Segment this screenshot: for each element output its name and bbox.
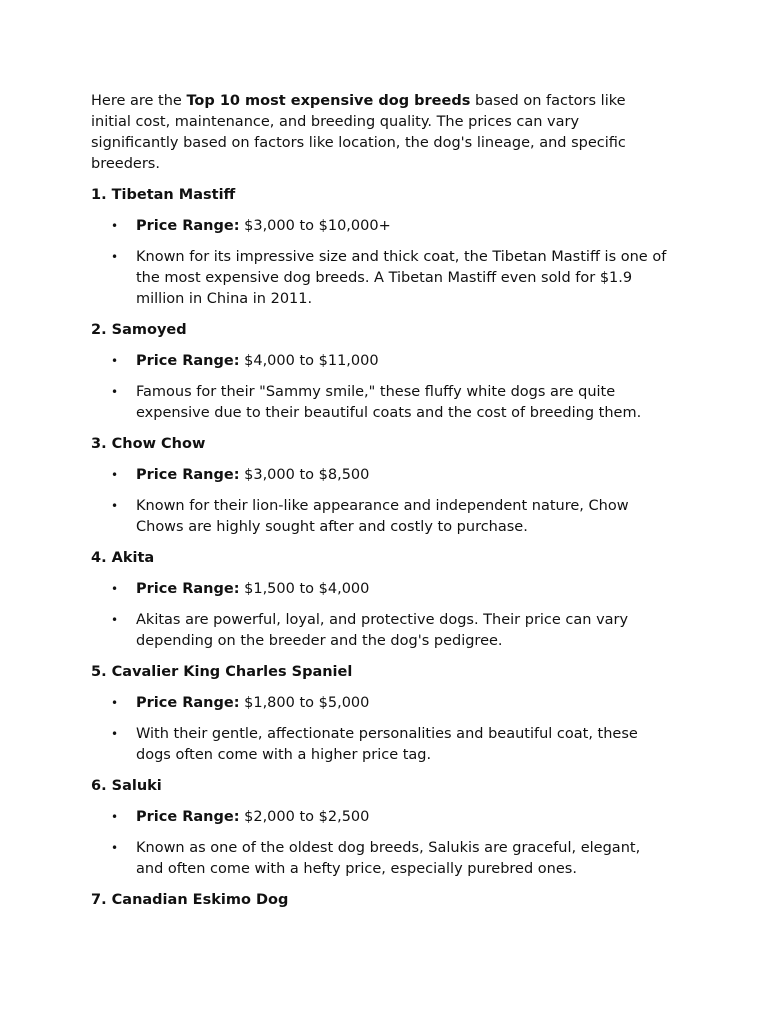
- intro-prefix: Here are the: [91, 93, 187, 109]
- price-value: $2,000 to $2,500: [239, 809, 370, 825]
- breed-section: [91, 662, 670, 766]
- breed-title: 7. Canadian Eskimo Dog: [91, 892, 289, 908]
- intro-suffix: based on factors like initial cost, maintenance, and breeding quality. The prices can vary significantly based on factors like location, the dog's lineage, and specific breeders.: [91, 93, 626, 172]
- description-item: • With their gentle, affectionate personalities and beautiful coat, these dogs often come with a higher price tag.: [91, 724, 670, 766]
- breed-section: [91, 890, 670, 911]
- price-item: [91, 579, 670, 600]
- breed-section: [91, 434, 670, 538]
- price-label: Price Range:: [136, 695, 240, 711]
- breed-title: 5. Cavalier King Charles Spaniel: [91, 664, 353, 680]
- description-item: • Known for their lion-like appearance and independent nature, Chow Chows are highly sought after and costly to purchase.: [91, 496, 670, 538]
- price-value: $3,000 to $8,500: [239, 467, 370, 483]
- breed-points: [91, 216, 670, 310]
- price-label: Price Range:: [136, 467, 240, 483]
- breed-section: [91, 776, 670, 880]
- description-item: • Known for its impressive size and thick coat, the Tibetan Mastiff is one of the most expensive dog breeds. A Tibetan Mastiff even sold for $1.9 million in China in 2011.: [91, 247, 670, 310]
- breed-points: [91, 579, 670, 652]
- breed-title: 2. Samoyed: [91, 322, 187, 338]
- price-item: [91, 693, 670, 714]
- description-item: • Famous for their "Sammy smile," these fluffy white dogs are quite expensive due to their beautiful coats and the cost of breeding them.: [91, 382, 670, 424]
- breed-section: [91, 185, 670, 310]
- description-item: • Known as one of the oldest dog breeds, Salukis are graceful, elegant, and often come with a hefty price, especially purebred ones.: [91, 838, 670, 880]
- price-label: Price Range:: [136, 218, 240, 234]
- breed-title: 6. Saluki: [91, 778, 162, 794]
- price-item: [91, 465, 670, 486]
- breed-title: 3. Chow Chow: [91, 436, 206, 452]
- price-label: Price Range:: [136, 809, 240, 825]
- breed-points: [91, 693, 670, 766]
- price-item: [91, 216, 670, 237]
- description-item: • Akitas are powerful, loyal, and protective dogs. Their price can vary depending on the breeder and the dog's pedigree.: [91, 610, 670, 652]
- price-value: $3,000 to $10,000+: [239, 218, 391, 234]
- breed-points: [91, 807, 670, 880]
- price-item: [91, 807, 670, 828]
- breed-title: 1. Tibetan Mastiff: [91, 187, 236, 203]
- breed-title: 4. Akita: [91, 550, 155, 566]
- price-value: $1,800 to $5,000: [239, 695, 370, 711]
- breed-section: [91, 320, 670, 424]
- intro-paragraph: [91, 91, 670, 175]
- breed-section: [91, 548, 670, 652]
- intro-bold: Top 10 most expensive dog breeds: [186, 93, 471, 109]
- price-item: [91, 351, 670, 372]
- price-value: $1,500 to $4,000: [239, 581, 370, 597]
- breed-points: [91, 465, 670, 538]
- price-label: Price Range:: [136, 353, 240, 369]
- price-value: $4,000 to $11,000: [239, 353, 379, 369]
- price-label: Price Range:: [136, 581, 240, 597]
- breed-points: [91, 351, 670, 424]
